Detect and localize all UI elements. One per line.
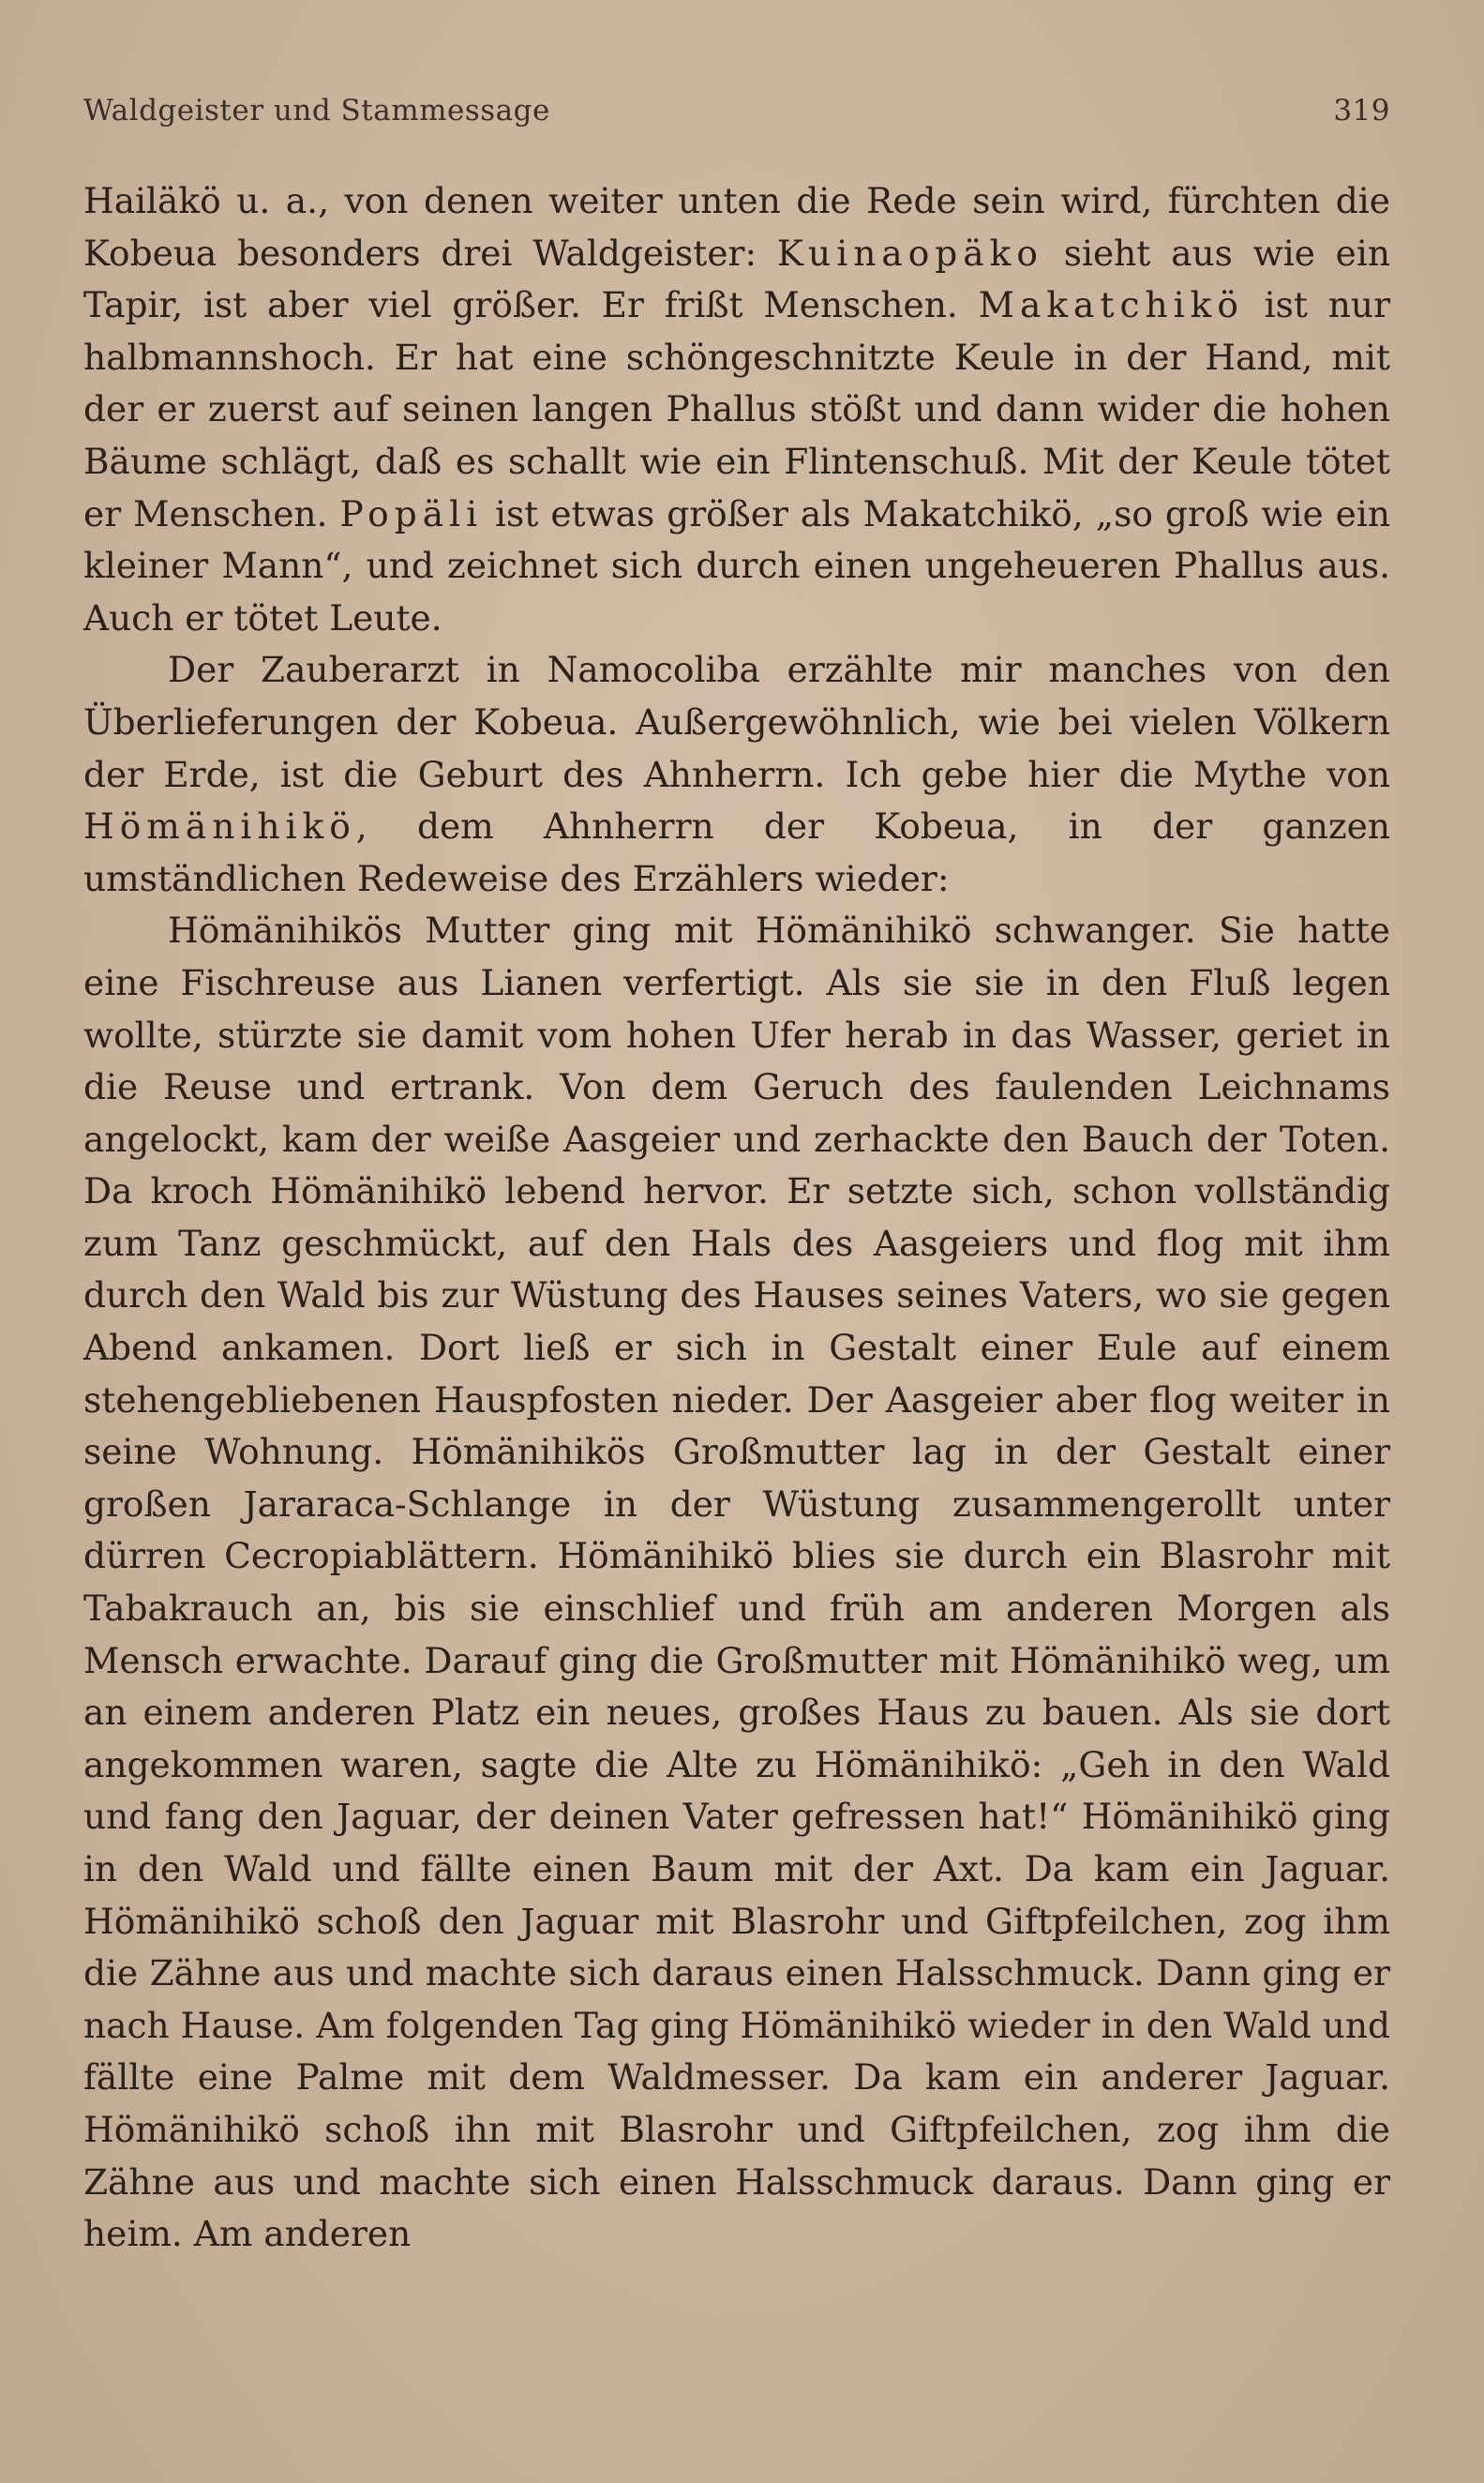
body-text <box>83 175 1390 2261</box>
text-segment: Hömänihikös Mutter ging mit Hömänihikö schwanger. Sie hatte eine Fischreuse aus Lianen verfertigt. Als sie sie in den Fluß legen wollte, stürzte sie damit vom hohen Ufer herab in das Wasser, geriet in die Reuse und ertrank. Von dem Geruch des faulenden Leichnams angelockt, kam der weiße Aasgeier und zerhackte den Bauch der Toten. Da kroch Hömänihikö lebend hervor. Er setzte sich, schon vollständig zum Tanz geschmückt, auf den Hals des Aasgeiers und flog mit ihm durch den Wald bis zur Wüstung des Hauses seines Vaters, wo sie gegen Abend ankamen. Dort ließ er sich in Gestalt einer Eule auf einem stehengebliebenen Hauspfosten nieder. Der Aasgeier aber flog weiter in seine Wohnung. Hömänihikös Großmutter lag in der Gestalt einer großen Jararaca-Schlange in der Wüstung zusammengerollt unter dürren Cecropiablättern. Hömänihikö blies sie durch ein Blasrohr mit Tabakrauch an, bis sie einschlief und früh am anderen Morgen als Mensch erwachte. Darauf ging die Großmutter mit Hömänihikö weg, um an einem anderen Platz ein neues, großes Haus zu bauen. Als sie dort angekommen waren, sagte die Alte zu Hömänihikö: „Geh in den Wald und fang den Jaguar, der deinen Vater gefressen hat!“ Hömänihikö ging in den Wald und fällte einen Baum mit der Axt. Da kam ein Jaguar. Hömänihikö schoß den Jaguar mit Blasrohr und Giftpfeilchen, zog ihm die Zähne aus und machte sich daraus einen Halsschmuck. Dann ging er nach Hause. Am folgenden Tag ging Hömänihikö wieder in den Wald und fällte eine Palme mit dem Waldmesser. Da kam ein anderer Jaguar. Hömänihikö schoß ihn mit Blasrohr und Giftpfeilchen, zog ihm die Zähne aus und machte sich einen Halsschmuck daraus. Dann ging er heim. Am anderen <box>83 910 1390 2255</box>
paragraph <box>83 175 1390 644</box>
text-segment: Der Zauberarzt in Namocoliba erzählte mir manches von den Überlieferungen der Kobeua. Außergewöhnlich, wie bei vielen Völkern der Erde, ist die Geburt des Ahnherrn. Ich gebe hier die Mythe von <box>83 649 1390 795</box>
spaced-name: Kuinaopäko <box>776 232 1043 274</box>
paragraph <box>83 644 1390 905</box>
running-head <box>83 94 1390 139</box>
spaced-name: Makatchikö <box>978 284 1244 326</box>
spaced-name: Popäli <box>339 492 484 534</box>
paragraph <box>83 905 1390 2260</box>
running-title: Waldgeister und Stammessage <box>83 94 550 128</box>
text-segment: Hailäkö u. a., von denen weiter unten die Rede sein wird, fürchten die Kobeua besonders drei Waldgeister: <box>83 180 1390 274</box>
text-segment: ist nur halbmannshoch. Er hat eine schöngeschnitzte Keule in der Hand, mit der er zuerst auf seinen langen Phallus stößt und dann wider die hohen Bäume schlägt, daß es schallt wie ein Flintenschuß. Mit der Keule tötet er Menschen. <box>83 284 1390 534</box>
text-segment: ist etwas größer als Makatchikö, „so groß wie ein kleiner Mann“, und zeichnet sich durch einen ungeheueren Phallus aus. Auch er tötet Leute. <box>83 492 1390 639</box>
text-segment: , dem Ahnherrn der Kobeua, in der ganzen umständlichen Redeweise des Erzählers wieder: <box>83 805 1390 899</box>
page-number: 319 <box>1333 94 1390 128</box>
spaced-name: Hömänihikö <box>83 805 356 848</box>
text-segment: sieht aus wie ein Tapir, ist aber viel größer. Er frißt Menschen. <box>83 232 1390 326</box>
